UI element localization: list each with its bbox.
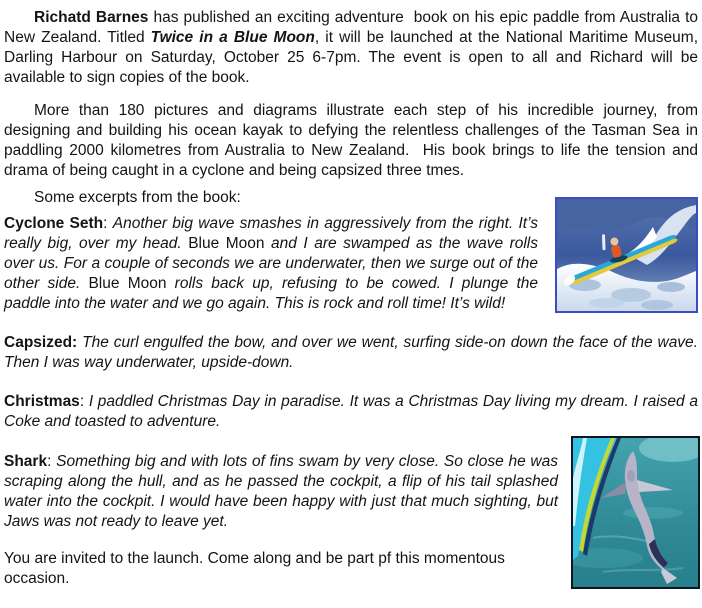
shark-label: Shark <box>4 453 48 470</box>
intro-text-1: has published an exciting adventure book on his epic paddle from Australia to New Zealand. Titled <box>4 9 702 46</box>
excerpts-intro-line: Some excerpts from the book: <box>34 189 241 206</box>
shark-photo <box>571 436 700 589</box>
christmas-colon: : <box>79 393 89 410</box>
cyclone-excerpt-3: rolls back up, refusing to be cowed. I plunge the paddle into the water and we go again. This is rock and roll time! It’s wild! <box>4 275 543 312</box>
capsized-paragraph <box>4 333 702 373</box>
blue-moon-mention-1: Blue Moon <box>188 235 265 252</box>
cyclone-seth-paragraph <box>4 214 543 314</box>
capsized-label: Capsized: <box>4 334 78 351</box>
kayak-wave-photo <box>555 197 698 313</box>
book-title: Twice in a Blue Moon <box>150 29 315 46</box>
christmas-excerpt: I paddled Christmas Day in paradise. It was a Christmas Day living my dream. I raised a Coke and toasted to adventure. <box>4 393 702 430</box>
blue-moon-mention-2: Blue Moon <box>88 275 167 292</box>
christmas-paragraph <box>4 392 702 432</box>
shark-illustration <box>573 438 698 587</box>
capsized-excerpt: The curl engulfed the bow, and over we went, surfing side-on down the face of the wave. Then I was way underwater, upside-down. <box>4 334 702 371</box>
closing-paragraph: You are invited to the launch. Come along and be part pf this momentous occasion. <box>4 550 510 587</box>
overview-paragraph: More than 180 pictures and diagrams illustrate each step of his incredible journey, from designing and building his ocean kayak to defying the relentless challenges of the Tasman Sea in paddling 2000 kilometres from Australia to New Zealand. His book brings to life the tension and drama of being caught in a cyclone and being capsized three tmes. <box>4 102 702 179</box>
shark-excerpt: Something big and with lots of fins swam by very close. So close he was scraping along the hull, and as he passed the cockpit, a flip of his tail splashed water into the cockpit. I would have been happy with just that much sighting, but Jaws was not ready to leave yet. <box>4 453 563 530</box>
cyclone-colon: : <box>103 215 113 232</box>
author-name: Richatd Barnes <box>34 9 149 26</box>
shark-colon: : <box>47 453 57 470</box>
intro-paragraph <box>4 8 702 88</box>
cyclone-excerpt-2: and I are swamped as the wave rolls over us. For a couple of seconds we are underwater, then we surge out of the other side. <box>4 235 543 292</box>
cyclone-excerpt-1: Another big wave smashes in aggressively from the right. It’s really big, over my head. <box>4 215 543 252</box>
kayak-wave-illustration <box>557 199 696 311</box>
christmas-label: Christmas <box>4 393 80 410</box>
intro-text-2: , it will be launched at the National Maritime Museum, Darling Harbour on Saturday, October 25 6-7pm. The event is open to all and Richard will be available to sign copies of the book. <box>4 29 702 86</box>
shark-paragraph <box>4 452 563 532</box>
cyclone-seth-label: Cyclone Seth <box>4 215 104 232</box>
